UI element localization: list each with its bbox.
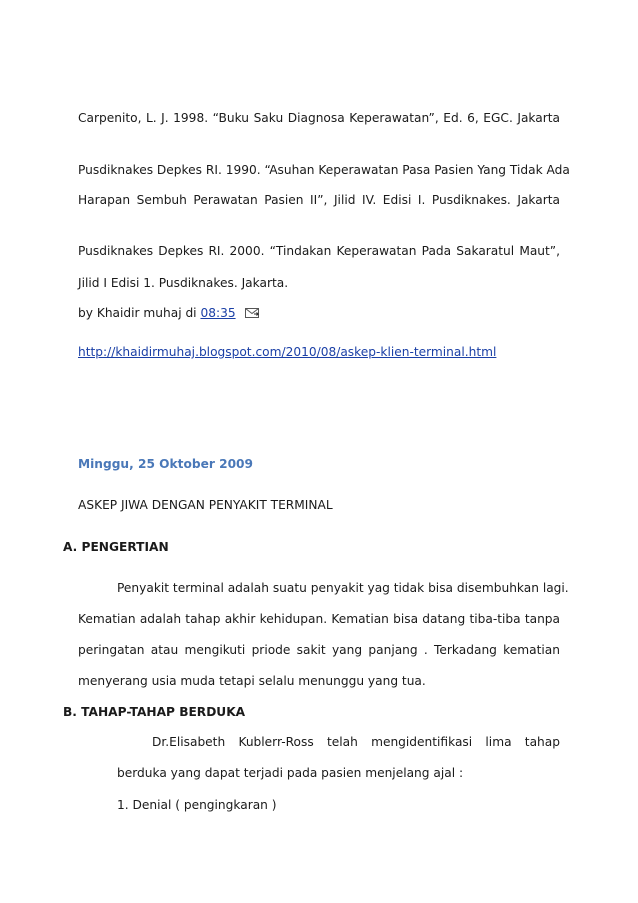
post-permalink[interactable]: http://khaidirmuhaj.blogspot.com/2010/08/askep-klien-terminal.html (78, 345, 497, 359)
section-b-title: TAHAP-TAHAP BERDUKA (81, 705, 246, 719)
section-b-paragraph-line: berduka yang dapat terjadi pada pasien menjelang ajal : (117, 766, 464, 780)
section-a-heading (63, 539, 169, 555)
section-a-letter: A. (63, 540, 78, 554)
author-text: by Khaidir muhaj di (78, 306, 197, 320)
post-byline (78, 305, 259, 321)
post-date-header: Minggu, 25 Oktober 2009 (78, 457, 254, 471)
section-b-list-item: 1. Denial ( pengingkaran ) (117, 798, 277, 812)
section-a-title: PENGERTIAN (81, 540, 169, 554)
section-a-paragraph-line: peringatan atau mengikuti priode sakit yang panjang . Terkadang kematian (78, 643, 560, 657)
section-a-paragraph-line: Penyakit terminal adalah suatu penyakit yag tidak bisa disembuhkan lagi. (117, 581, 569, 595)
section-b-paragraph-line: Dr.Elisabeth Kublerr-Ross telah mengidentifikasi lima tahap (152, 735, 560, 749)
reference-carpenito: Carpenito, L. J. 1998. “Buku Saku Diagnosa Keperawatan”, Ed. 6, EGC. Jakarta (78, 111, 560, 125)
post-title: ASKEP JIWA DENGAN PENYAKIT TERMINAL (78, 498, 333, 512)
reference-pusdiknakes-2000-line2: Jilid I Edisi 1. Pusdiknakes. Jakarta. (78, 276, 289, 290)
reference-pusdiknakes-1990-line2: Harapan Sembuh Perawatan Pasien II”, Jilid IV. Edisi I. Pusdiknakes. Jakarta (78, 193, 560, 207)
email-post-icon[interactable] (245, 308, 259, 318)
section-a-paragraph-line: Kematian adalah tahap akhir kehidupan. Kematian bisa datang tiba-tiba tanpa (78, 612, 560, 626)
reference-pusdiknakes-2000-line1: Pusdiknakes Depkes RI. 2000. “Tindakan Keperawatan Pada Sakaratul Maut”, (78, 244, 560, 258)
section-b-heading (63, 704, 245, 720)
section-a-paragraph-line: menyerang usia muda tetapi selalu menunggu yang tua. (78, 674, 426, 688)
section-b-letter: B. (63, 705, 77, 719)
post-time-link[interactable]: 08:35 (200, 306, 236, 320)
reference-pusdiknakes-1990-line1: Pusdiknakes Depkes RI. 1990. “Asuhan Keperawatan Pasa Pasien Yang Tidak Ada (78, 163, 570, 177)
